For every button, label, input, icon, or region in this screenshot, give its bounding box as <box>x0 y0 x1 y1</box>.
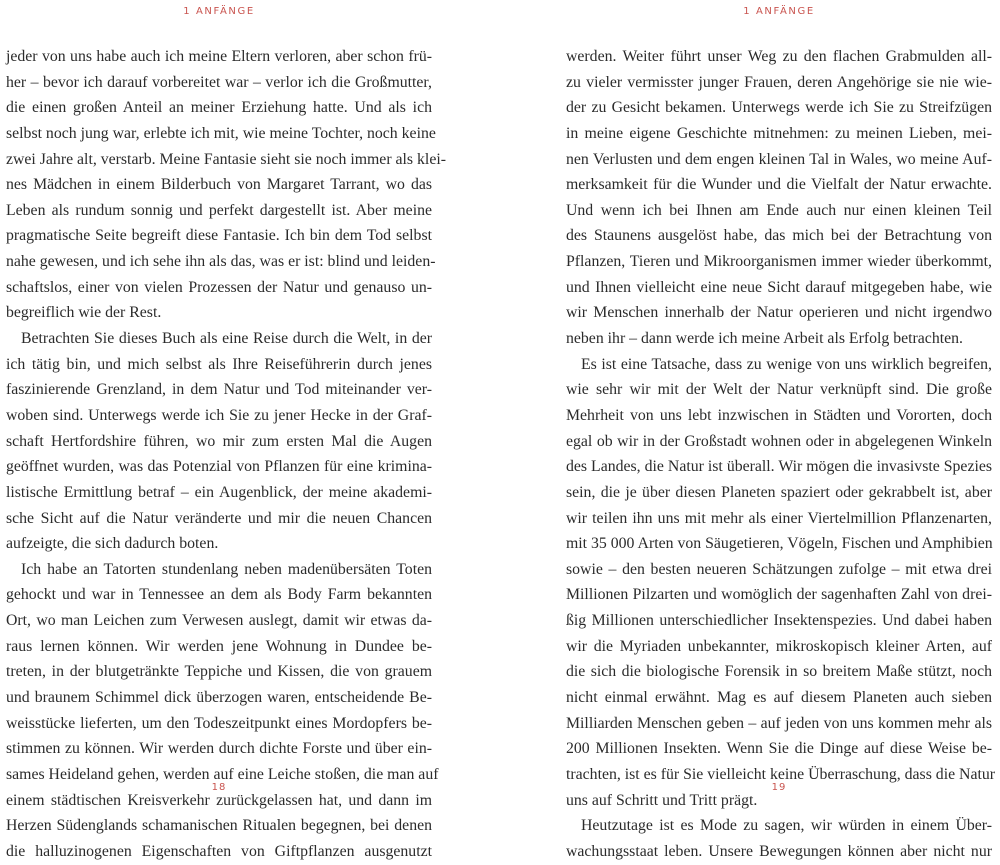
text-line: schaftslos, einer von vielen Prozessen der Natur und genauso un- <box>6 278 432 296</box>
right-page <box>566 0 996 860</box>
text-line: Ich habe an Tatorten stundenlang neben madenübersäten Toten <box>21 560 432 578</box>
text-line: Herzen Südenglands schamanischen Ritualen begegnen, bei denen <box>6 817 432 835</box>
text-line: ßig Millionen unterschiedlicher Insektenspezies. Und dabei haben <box>566 612 992 630</box>
page-text <box>566 44 996 865</box>
text-line: zwei Jahre alt, verstarb. Meine Fantasie sieht sie noch immer als klei- <box>6 150 446 168</box>
text-line: werden. Weiter führt unser Weg zu den flachen Grabmulden all- <box>566 48 992 65</box>
text-line: Es ist eine Tatsache, dass zu wenige von uns wirklich begreifen, <box>581 355 992 373</box>
text-line: wir Menschen innerhalb der Natur operieren und nicht irgendwo <box>566 304 992 322</box>
text-line: Milliarden Menschen geben – auf jeden von uns kommen mehr als <box>566 714 992 732</box>
text-line: wachungsstaat leben. Unsere Bewegungen können aber nicht nur <box>566 842 992 860</box>
page-text <box>6 44 446 865</box>
text-line: her – bevor ich darauf vorbereitet war – verlor ich die Großmutter, <box>6 73 432 91</box>
text-line: sche Sicht auf die Natur veränderte und mir die neuen Chancen <box>6 509 432 527</box>
text-line: begreiflich wie der Rest. <box>6 304 162 322</box>
text-line: nicht einmal erwähnt. Mag es auf diesem Planeten auch sieben <box>566 689 992 707</box>
text-line: Heutzutage ist es Mode zu sagen, wir würden in einem Über- <box>581 817 992 835</box>
text-line: listische Ermittlung betraf – ein Augenblick, der meine akademi- <box>6 483 432 501</box>
text-line: und Ihnen vielleicht eine neue Sicht darauf mitgegeben habe, wie <box>566 278 992 296</box>
text-line: faszinierende Grenzland, in dem Natur und Tod miteinander ver- <box>6 381 432 399</box>
text-line: merksamkeit für die Wunder und die Vielfalt der Natur erwachte. <box>566 176 992 194</box>
text-line: nen Verlusten und dem engen kleinen Tal in Wales, wo meine Auf- <box>566 150 992 168</box>
text-line: schaft Hertfordshire führen, wo mir zum ersten Mal die Augen <box>6 432 432 450</box>
text-line: und braunem Schimmel dick überzogen waren, entscheidende Be- <box>6 689 432 707</box>
text-line: 200 Millionen Insekten. Wenn Sie die Dinge auf diese Weise be- <box>566 740 992 758</box>
running-head: 1 ANFÄNGE <box>743 6 815 17</box>
left-page <box>6 0 446 860</box>
text-line: ich tätig bin, und mich selbst als Ihre Reiseführerin durch jenes <box>6 355 432 373</box>
text-line: wir die Myriaden unbekannter, mikroskopisch kleiner Arten, auf <box>566 637 992 655</box>
text-line: sames Heideland gehen, werden auf eine Leiche stoßen, die man auf <box>6 765 439 783</box>
text-line: trachten, ist es für Sie vielleicht keine Überraschung, dass die Natur <box>566 765 996 783</box>
page-number: 19 <box>771 782 787 793</box>
text-line: sowie – den besten neueren Schätzungen zufolge – mit etwa drei <box>566 560 992 578</box>
text-line: gehockt und war in Tennessee an dem als Body Farm bekannten <box>6 586 432 604</box>
text-line: in meine eigene Geschichte mitnehmen: zu meinen Lieben, mei- <box>566 124 992 142</box>
text-line: jeder von uns habe auch ich meine Eltern verloren, aber schon frü- <box>6 48 432 65</box>
text-line: die sich die biologische Forensik in so breitem Maße stützt, noch <box>566 663 992 681</box>
text-line: mit 35 000 Arten von Säugetieren, Vögeln, Fischen und Amphibien <box>566 535 993 553</box>
text-line: Millionen Pilzarten und womöglich der sagenhaften Zahl von drei- <box>566 586 992 604</box>
text-line: egal ob wir in der Großstadt wohnen oder in abgelegenen Winkeln <box>566 432 992 450</box>
running-head: 1 ANFÄNGE <box>183 6 255 17</box>
text-line: Mehrheit von uns lebt inzwischen in Städten und Vororten, doch <box>566 406 992 424</box>
text-line: selbst noch jung war, erlebte ich mit, wie meine Tochter, noch keine <box>6 124 436 142</box>
text-line: aufzeigte, die sich dadurch boten. <box>6 535 219 553</box>
text-line: weisstücke lieferten, um den Todeszeitpunkt eines Mordopfers be- <box>6 714 432 732</box>
text-line: des Landes, die Natur ist überall. Wir mögen die invasivste Spezies <box>566 458 992 476</box>
text-line: raus lernen können. Wir werden jene Wohnung in Dundee be- <box>6 637 432 655</box>
text-line: woben sind. Unterwegs werde ich Sie zu jener Hecke in der Graf- <box>6 406 432 424</box>
text-line: stimmen zu können. Wir werden durch dichte Forste und über ein- <box>6 740 432 758</box>
text-line: die einen großen Anteil an meiner Erziehung hatte. Und als ich <box>6 99 432 117</box>
text-line: neben ihr – dann werde ich meine Arbeit als Erfolg betrachten. <box>566 330 963 348</box>
text-line: pragmatische Seite begreift diese Fantasie. Ich bin dem Tod selbst <box>6 227 432 245</box>
page-number: 18 <box>211 782 227 793</box>
text-line: zu vieler vermisster junger Frauen, deren Angehörige sie nie wie- <box>566 73 992 91</box>
text-line: die halluzinogenen Eigenschaften von Giftpflanzen ausgenutzt <box>6 842 432 860</box>
text-line: uns auf Schritt und Tritt prägt. <box>566 791 758 809</box>
text-line: Betrachten Sie dieses Buch als eine Reise durch die Welt, in der <box>21 330 432 348</box>
text-line: Pflanzen, Tieren und Mikroorganismen immer wieder überkommt, <box>566 253 992 271</box>
text-line: Leben als rundum sonnig und perfekt dargestellt ist. Aber meine <box>6 201 432 219</box>
text-line: wir teilen ihn uns mit mehr als einer Viertelmillion Pflanzenarten, <box>566 509 992 527</box>
text-line: der zu Gesicht bekamen. Unterwegs werde ich Sie zu Streifzügen <box>566 99 992 117</box>
text-line: sein, die je über diesen Planeten spaziert oder gekrabbelt ist, aber <box>566 483 992 501</box>
text-line: einem städtischen Kreisverkehr zurückgelassen hat, und dann im <box>6 791 432 809</box>
text-line: Ort, wo man Leichen zum Verwesen auslegt, damit wir etwas da- <box>6 612 432 630</box>
text-line: nahe gewesen, und ich sehe ihn als das, was er ist: blind und leiden- <box>6 253 436 271</box>
text-line: Und wenn ich bei Ihnen am Ende auch nur einen kleinen Teil <box>566 201 992 219</box>
text-line: wie sehr wir mit der Welt der Natur verknüpft sind. Die große <box>566 381 992 399</box>
text-line: des Staunens ausgelöst habe, das mich bei der Betrachtung von <box>566 227 992 245</box>
text-line: geöffnet wurden, was das Potenzial von Pflanzen für eine krimina- <box>6 458 432 476</box>
text-line: treten, in der blutgetränkte Teppiche und Kissen, die von grauem <box>6 663 432 681</box>
text-line: nes Mädchen in einem Bilderbuch von Margaret Tarrant, wo das <box>6 176 432 194</box>
